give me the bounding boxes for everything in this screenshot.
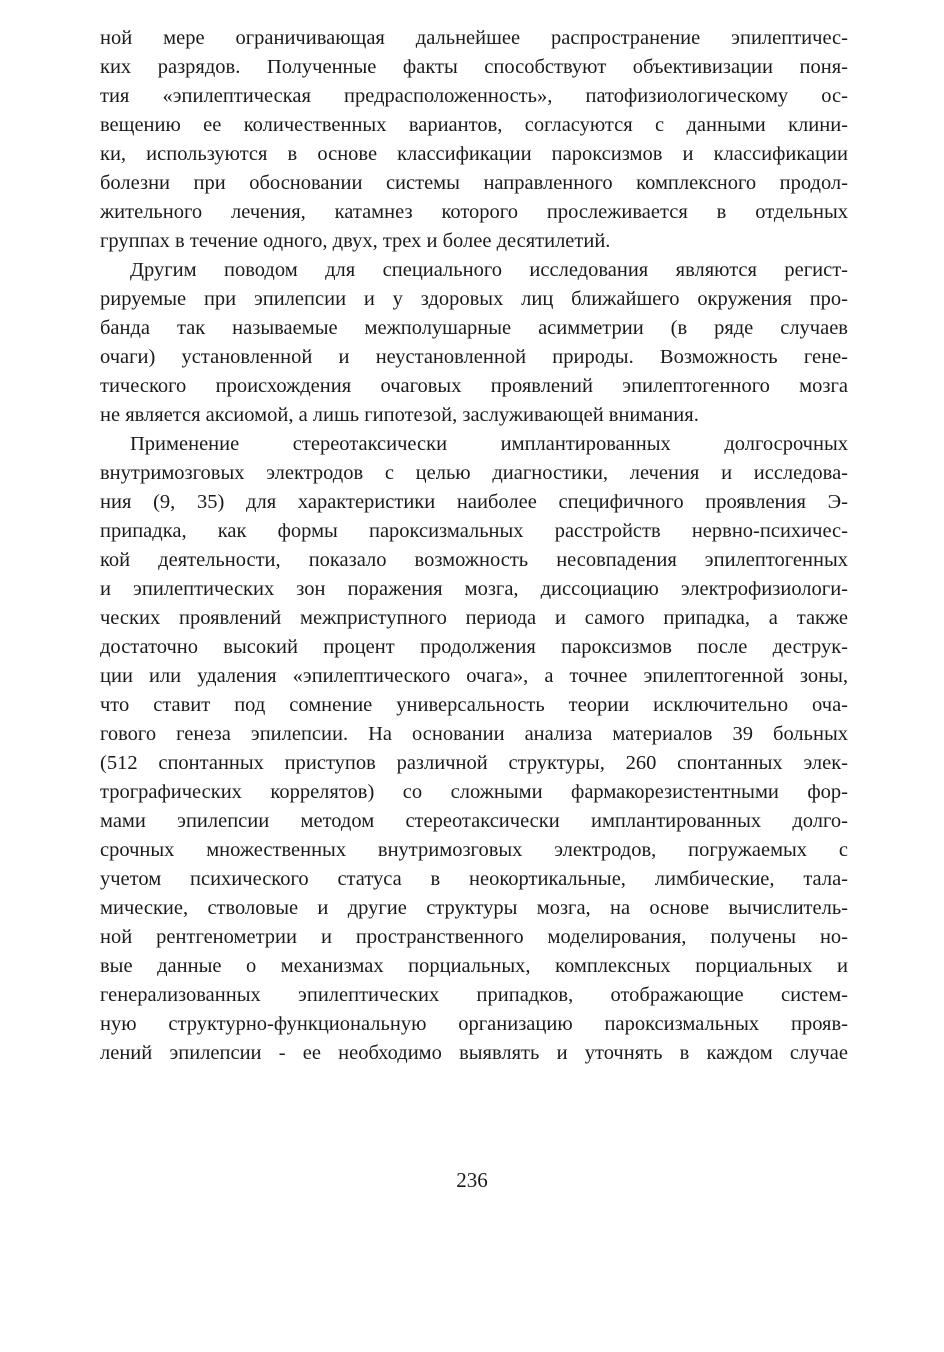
text-line: ной рентгенометрии и пространственного моделирования, получены но- — [100, 926, 848, 948]
text-line: учетом психического статуса в неокортикальные, лимбические, тала- — [100, 868, 848, 890]
text-line: ции или удаления «эпилептического очага», а точнее эпилептогенной зоны, — [100, 665, 848, 687]
text-line: и эпилептических зон поражения мозга, диссоциацию электрофизиологи- — [100, 578, 848, 600]
text-line: трографических коррелятов) со сложными фармакорезистентными фор- — [100, 781, 848, 803]
text-line: лений эпилепсии - ее необходимо выявлять и уточнять в каждом случае — [100, 1042, 848, 1064]
text-line: ную структурно-функциональную организацию пароксизмальных прояв- — [100, 1013, 848, 1035]
text-line: внутримозговых электродов с целью диагностики, лечения и исследова- — [100, 462, 848, 484]
text-line: вещению ее количественных вариантов, согласуются с данными клини- — [100, 114, 848, 136]
text-line: ной мере ограничивающая дальнейшее распространение эпилептичес- — [100, 27, 848, 49]
text-line: ких разрядов. Полученные факты способствуют объективизации поня- — [100, 56, 848, 78]
paragraph-3 — [100, 430, 848, 1068]
text-line: припадка, как формы пароксизмальных расстройств нервно-психичес- — [100, 520, 848, 542]
text-line: Применение стереотаксически имплантированных долгосрочных — [130, 433, 848, 455]
page-number: 236 — [456, 1168, 488, 1192]
text-line: тического происхождения очаговых проявлений эпилептогенного мозга — [100, 375, 848, 397]
text-line: вые данные о механизмах порциальных, комплексных порциальных и — [100, 955, 848, 977]
text-line: что ставит под сомнение универсальность теории исключительно оча- — [100, 694, 848, 716]
text-line: мами эпилепсии методом стереотаксически имплантированных долго- — [100, 810, 848, 832]
text-line: мические, стволовые и другие структуры мозга, на основе вычислитель- — [100, 897, 848, 919]
text-line: ния (9, 35) для характеристики наиболее специфичного проявления Э- — [100, 491, 848, 513]
text-line: кой деятельности, показало возможность несовпадения эпилептогенных — [100, 549, 848, 571]
text-line: группах в течение одного, двух, трех и более десятилетий. — [100, 230, 611, 252]
text-line: гового генеза эпилепсии. На основании анализа материалов 39 больных — [100, 723, 848, 745]
text-line: достаточно высокий процент продолжения пароксизмов после деструк- — [100, 636, 848, 658]
paragraph-1 — [100, 24, 848, 256]
text-line: не является аксиомой, а лишь гипотезой, заслуживающей внимания. — [100, 404, 699, 426]
paragraph-2 — [100, 256, 848, 430]
page-body — [100, 24, 848, 1068]
text-line: жительного лечения, катамнез которого прослеживается в отдельных — [100, 201, 848, 223]
text-line: ки, используются в основе классификации пароксизмов и классификации — [100, 143, 848, 165]
text-line: банда так называемые межполушарные асимметрии (в ряде случаев — [100, 317, 848, 339]
text-line: ческих проявлений межприступного периода и самого припадка, а также — [100, 607, 848, 629]
text-line: генерализованных эпилептических припадков, отображающие систем- — [100, 984, 848, 1006]
text-line: болезни при обосновании системы направленного комплексного продол- — [100, 172, 848, 194]
text-line: тия «эпилептическая предрасположенность», патофизиологическому ос- — [100, 85, 848, 107]
text-line: рируемые при эпилепсии и у здоровых лиц ближайшего окружения про- — [100, 288, 848, 310]
text-line: Другим поводом для специального исследования являются регист- — [130, 259, 848, 281]
text-line: очаги) установленной и неустановленной природы. Возможность гене- — [100, 346, 848, 368]
text-line: (512 спонтанных приступов различной структуры, 260 спонтанных элек- — [100, 752, 848, 774]
text-line: срочных множественных внутримозговых электродов, погружаемых с — [100, 839, 848, 861]
